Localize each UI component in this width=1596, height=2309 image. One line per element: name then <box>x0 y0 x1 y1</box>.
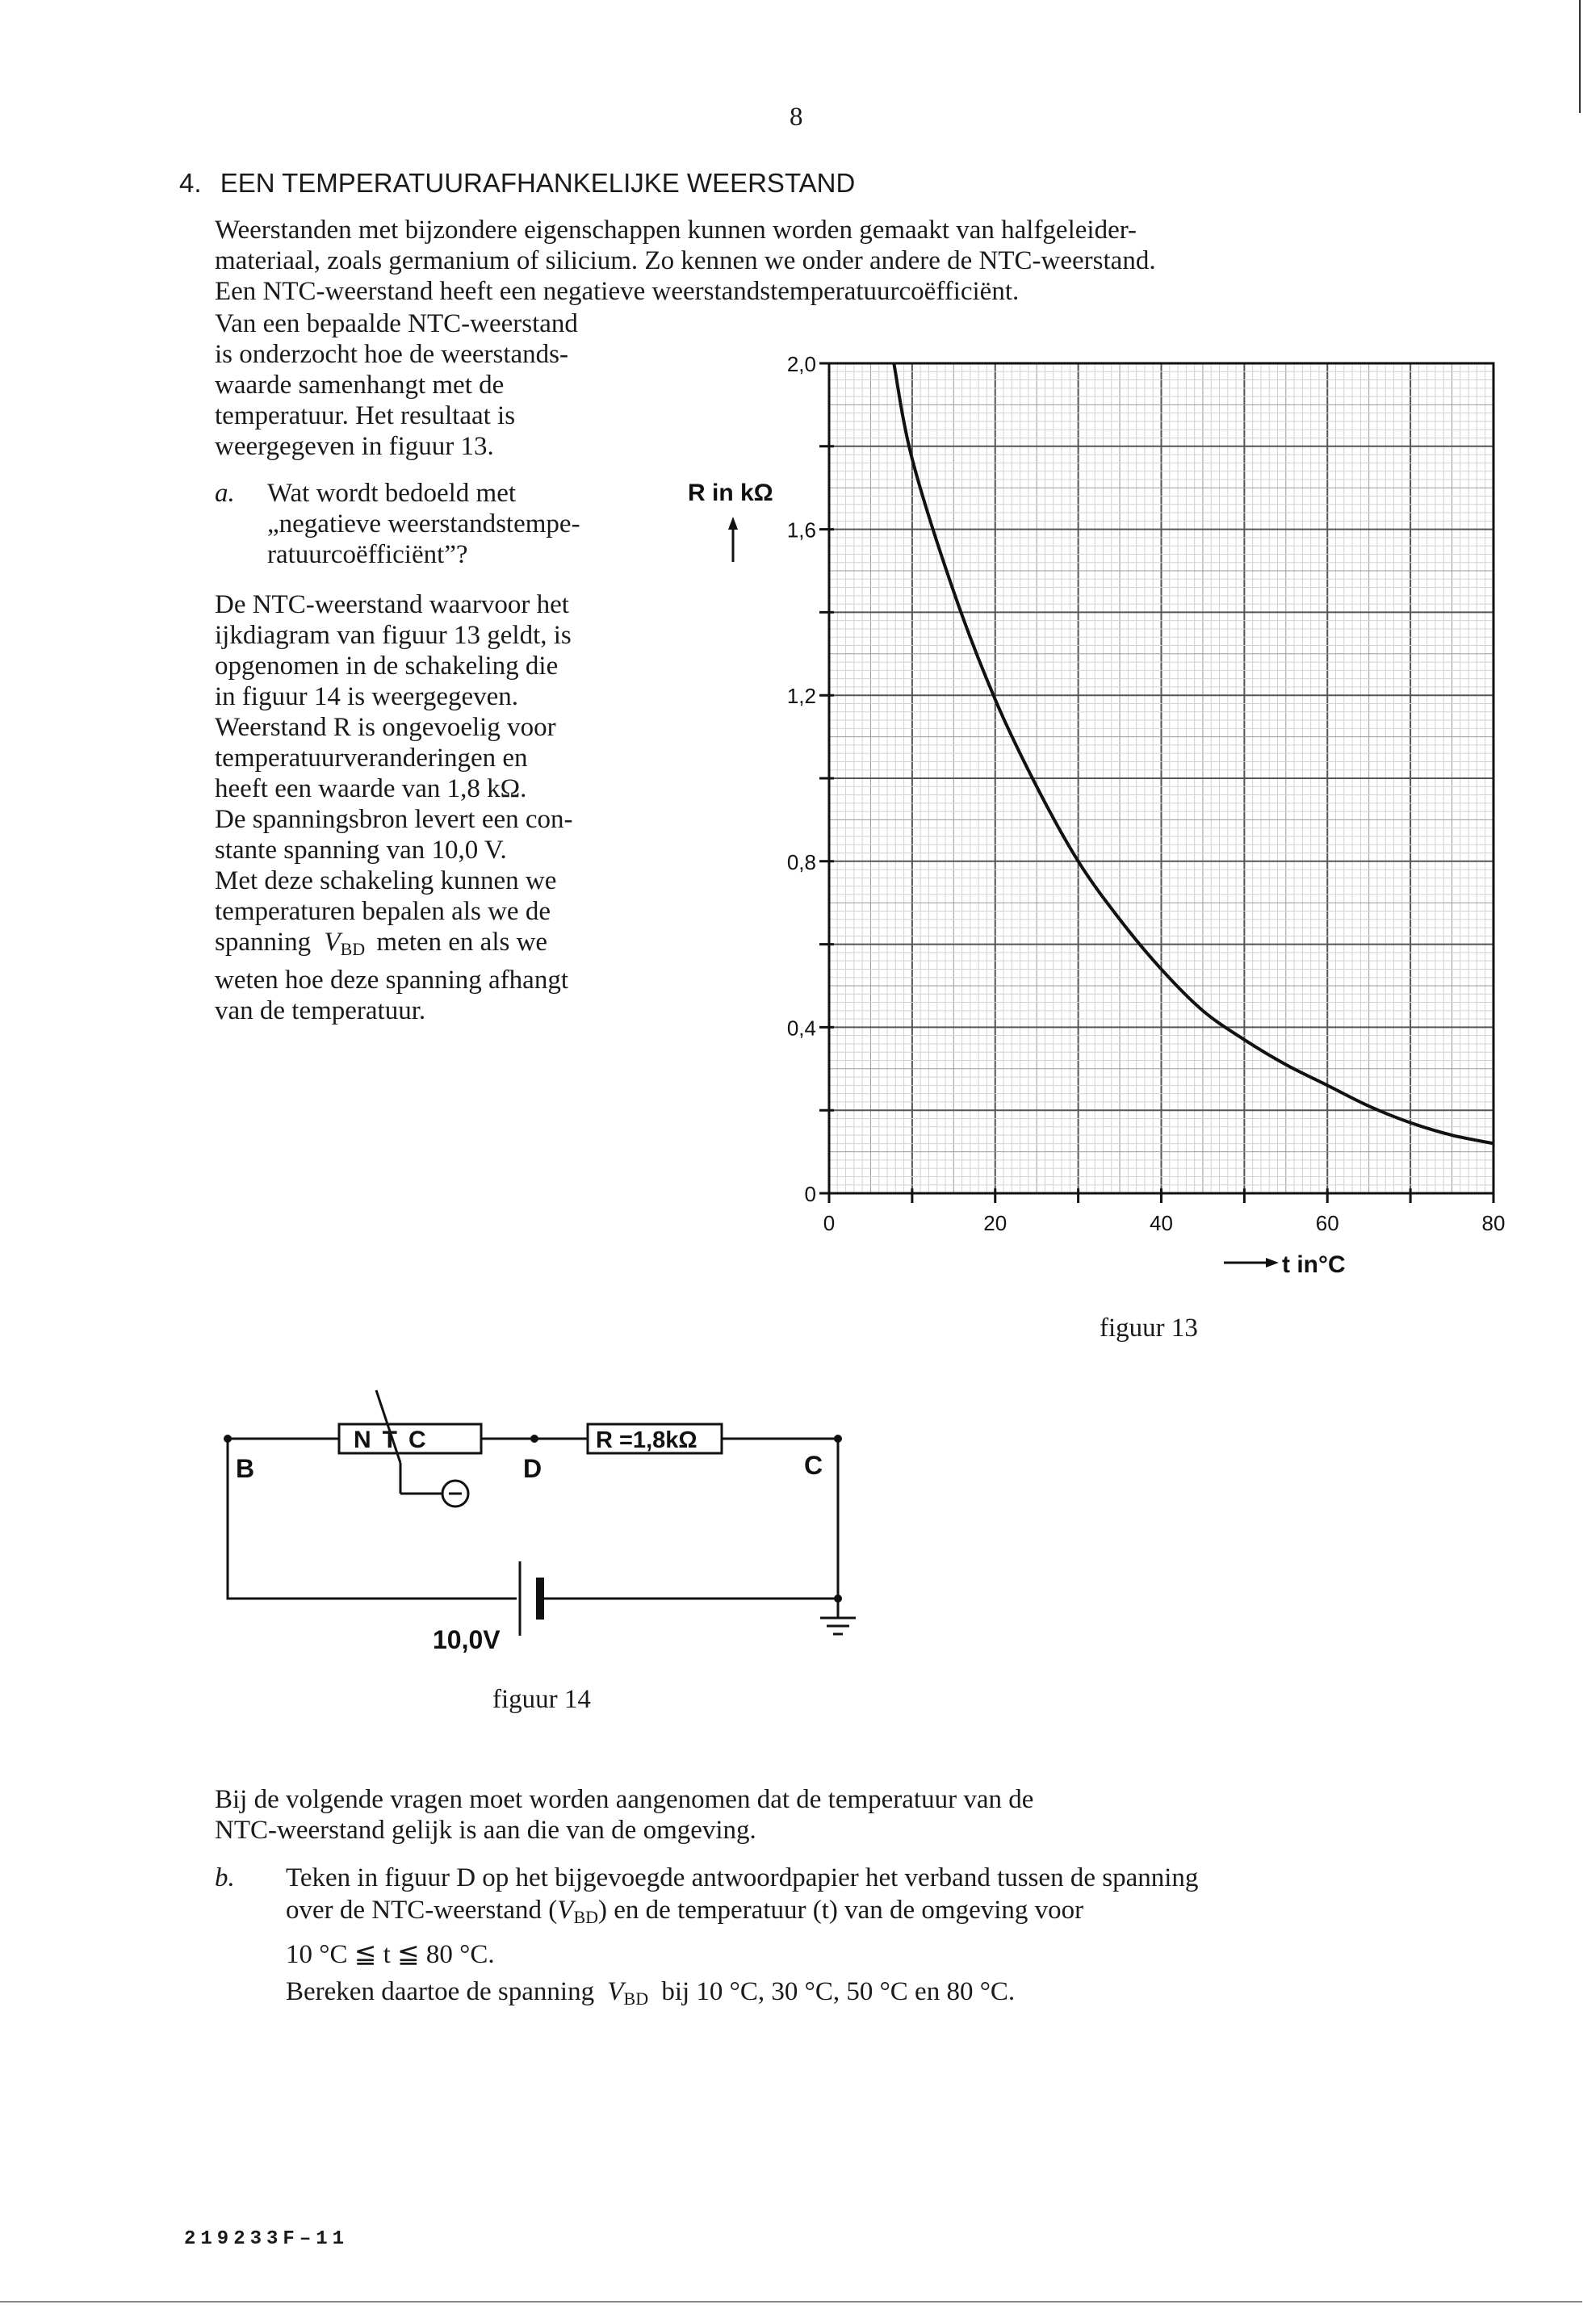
question-a <box>215 478 667 570</box>
text-line: weten hoe deze spanning afhangt <box>215 966 568 995</box>
x-tick-label: 80 <box>1481 1211 1506 1235</box>
text-line: ijkdiagram van figuur 13 geldt, is <box>215 621 572 650</box>
text-line: temperatuur. Het resultaat is <box>215 401 516 430</box>
node-d <box>530 1435 538 1443</box>
text-line: stante spanning van 10,0 V. <box>215 836 507 865</box>
text-line: waarde samenhangt met de <box>215 371 505 400</box>
y-tick-label: 1,2 <box>786 684 816 709</box>
x-axis-label: t in°C <box>1282 1251 1346 1278</box>
bottom-paragraph <box>215 1784 1506 1846</box>
text-line: De NTC-weerstand waarvoor het <box>215 590 569 619</box>
text-line: temperaturen bepalen als we de <box>215 897 551 926</box>
text-line: Weerstand R is ongevoelig voor <box>215 713 556 742</box>
figure-14-circuit <box>210 1372 904 1663</box>
voltage-line <box>215 927 667 965</box>
question-b-line: over de NTC-weerstand $(V_{BD})$ en de temperatuur (t) van de omgeving voor <box>286 1896 1084 1927</box>
figure-13-chart <box>678 347 1550 1356</box>
intro-line: Weerstanden met bijzondere eigenschappen kunnen worden gemaakt van halfgeleider- <box>215 216 1137 245</box>
y-tick-label: 0 <box>804 1182 816 1206</box>
ntc-label: NTC <box>354 1427 438 1453</box>
intro-line: materiaal, zoals germanium of silicium. Zo kennen we onder andere de NTC-weerstand. <box>215 246 1156 275</box>
text-line: Met deze schakeling kunnen we <box>215 866 557 895</box>
footer-code: 219233F–11 <box>184 2228 350 2250</box>
text-line: weergegeven in figuur 13. <box>215 432 494 461</box>
text-line: Bij de volgende vragen moet worden aangenomen dat de temperatuur van de <box>215 1785 1034 1814</box>
text-line: De spanningsbron levert een con- <box>215 805 573 834</box>
label-b: B <box>236 1454 255 1483</box>
battery-label: 10,0V <box>433 1625 501 1654</box>
figure-13-caption: figuur 13 <box>1100 1314 1198 1343</box>
question-a-line: ratuurcoëfficiënt”? <box>267 540 468 569</box>
y-tick-label: 0,4 <box>786 1016 816 1041</box>
label-c: C <box>804 1451 823 1480</box>
question-b-line: 10 °C ≦ t ≦ 80 °C. <box>286 1940 495 1969</box>
node-c <box>834 1435 842 1443</box>
page-edge-line <box>1579 0 1581 113</box>
question-b-label: b. <box>215 1863 235 1892</box>
text-line: NTC-weerstand gelijk is aan die van de omgeving. <box>215 1816 756 1845</box>
text-line: heeft een waarde van 1,8 kΩ. <box>215 774 527 803</box>
text-line: van de temperatuur. <box>215 996 426 1025</box>
question-a-line: „negatieve weerstandstempe- <box>267 509 580 538</box>
text-line: Van een bepaalde NTC-weerstand <box>215 309 578 338</box>
chart-grid <box>829 363 1493 1193</box>
y-tick-label: 1,6 <box>786 518 816 543</box>
x-tick-label: 20 <box>983 1211 1007 1235</box>
node-ground <box>834 1595 842 1603</box>
x-tick-labels <box>823 1211 1506 1235</box>
y-tick-label: 2,0 <box>786 352 816 376</box>
left-column-text <box>215 308 667 1026</box>
page-bottom-line <box>0 2301 1582 2303</box>
voltage-subscript: BD <box>340 939 366 959</box>
node-b <box>224 1435 232 1443</box>
question-b <box>215 1862 1523 2015</box>
x-tick-label: 40 <box>1150 1211 1173 1235</box>
y-tick-label: 0,8 <box>786 849 816 874</box>
figure-14-caption: figuur 14 <box>492 1685 591 1714</box>
voltage-prefix: spanning <box>215 928 312 957</box>
x-axis-arrow-icon <box>1224 1258 1279 1268</box>
page-number: 8 <box>790 103 803 132</box>
section-number: 4. <box>179 168 202 198</box>
text-line: temperatuurveranderingen en <box>215 744 528 773</box>
question-b-line: Teken in figuur D op het bijgevoegde antwoordpapier het verband tussen de spanning <box>286 1863 1199 1892</box>
question-a-label: a. <box>215 479 235 508</box>
question-a-line: Wat wordt bedoeld met <box>267 479 517 508</box>
voltage-symbol: V <box>324 928 341 957</box>
section-title: EEN TEMPERATUURAFHANKELIJKE WEERSTAND <box>220 168 856 198</box>
intro-line: Een NTC-weerstand heeft een negatieve weerstandstemperatuurcoëfficiënt. <box>215 277 1020 306</box>
resistor-label: R =1,8kΩ <box>596 1427 697 1453</box>
x-tick-label: 0 <box>823 1211 836 1235</box>
intro-paragraph <box>215 215 1474 307</box>
y-tick-labels <box>787 352 816 1206</box>
voltage-suffix: meten en als we <box>376 928 548 957</box>
text-line: opgenomen in de schakeling die <box>215 652 559 681</box>
question-b-line: Bereken daartoe de spanning $V_{BD}$ bij 10 °C, 30 °C, 50 °C en 80 °C. <box>286 1977 1016 2009</box>
y-axis-label: R in kΩ <box>688 480 773 506</box>
label-d: D <box>523 1454 542 1483</box>
y-axis-arrow-icon <box>728 517 738 562</box>
section-heading <box>179 168 855 199</box>
battery-icon <box>520 1561 544 1636</box>
x-tick-label: 60 <box>1315 1211 1339 1235</box>
text-line: is onderzocht hoe de weerstands- <box>215 340 569 369</box>
text-line: in figuur 14 is weergegeven. <box>215 682 519 711</box>
